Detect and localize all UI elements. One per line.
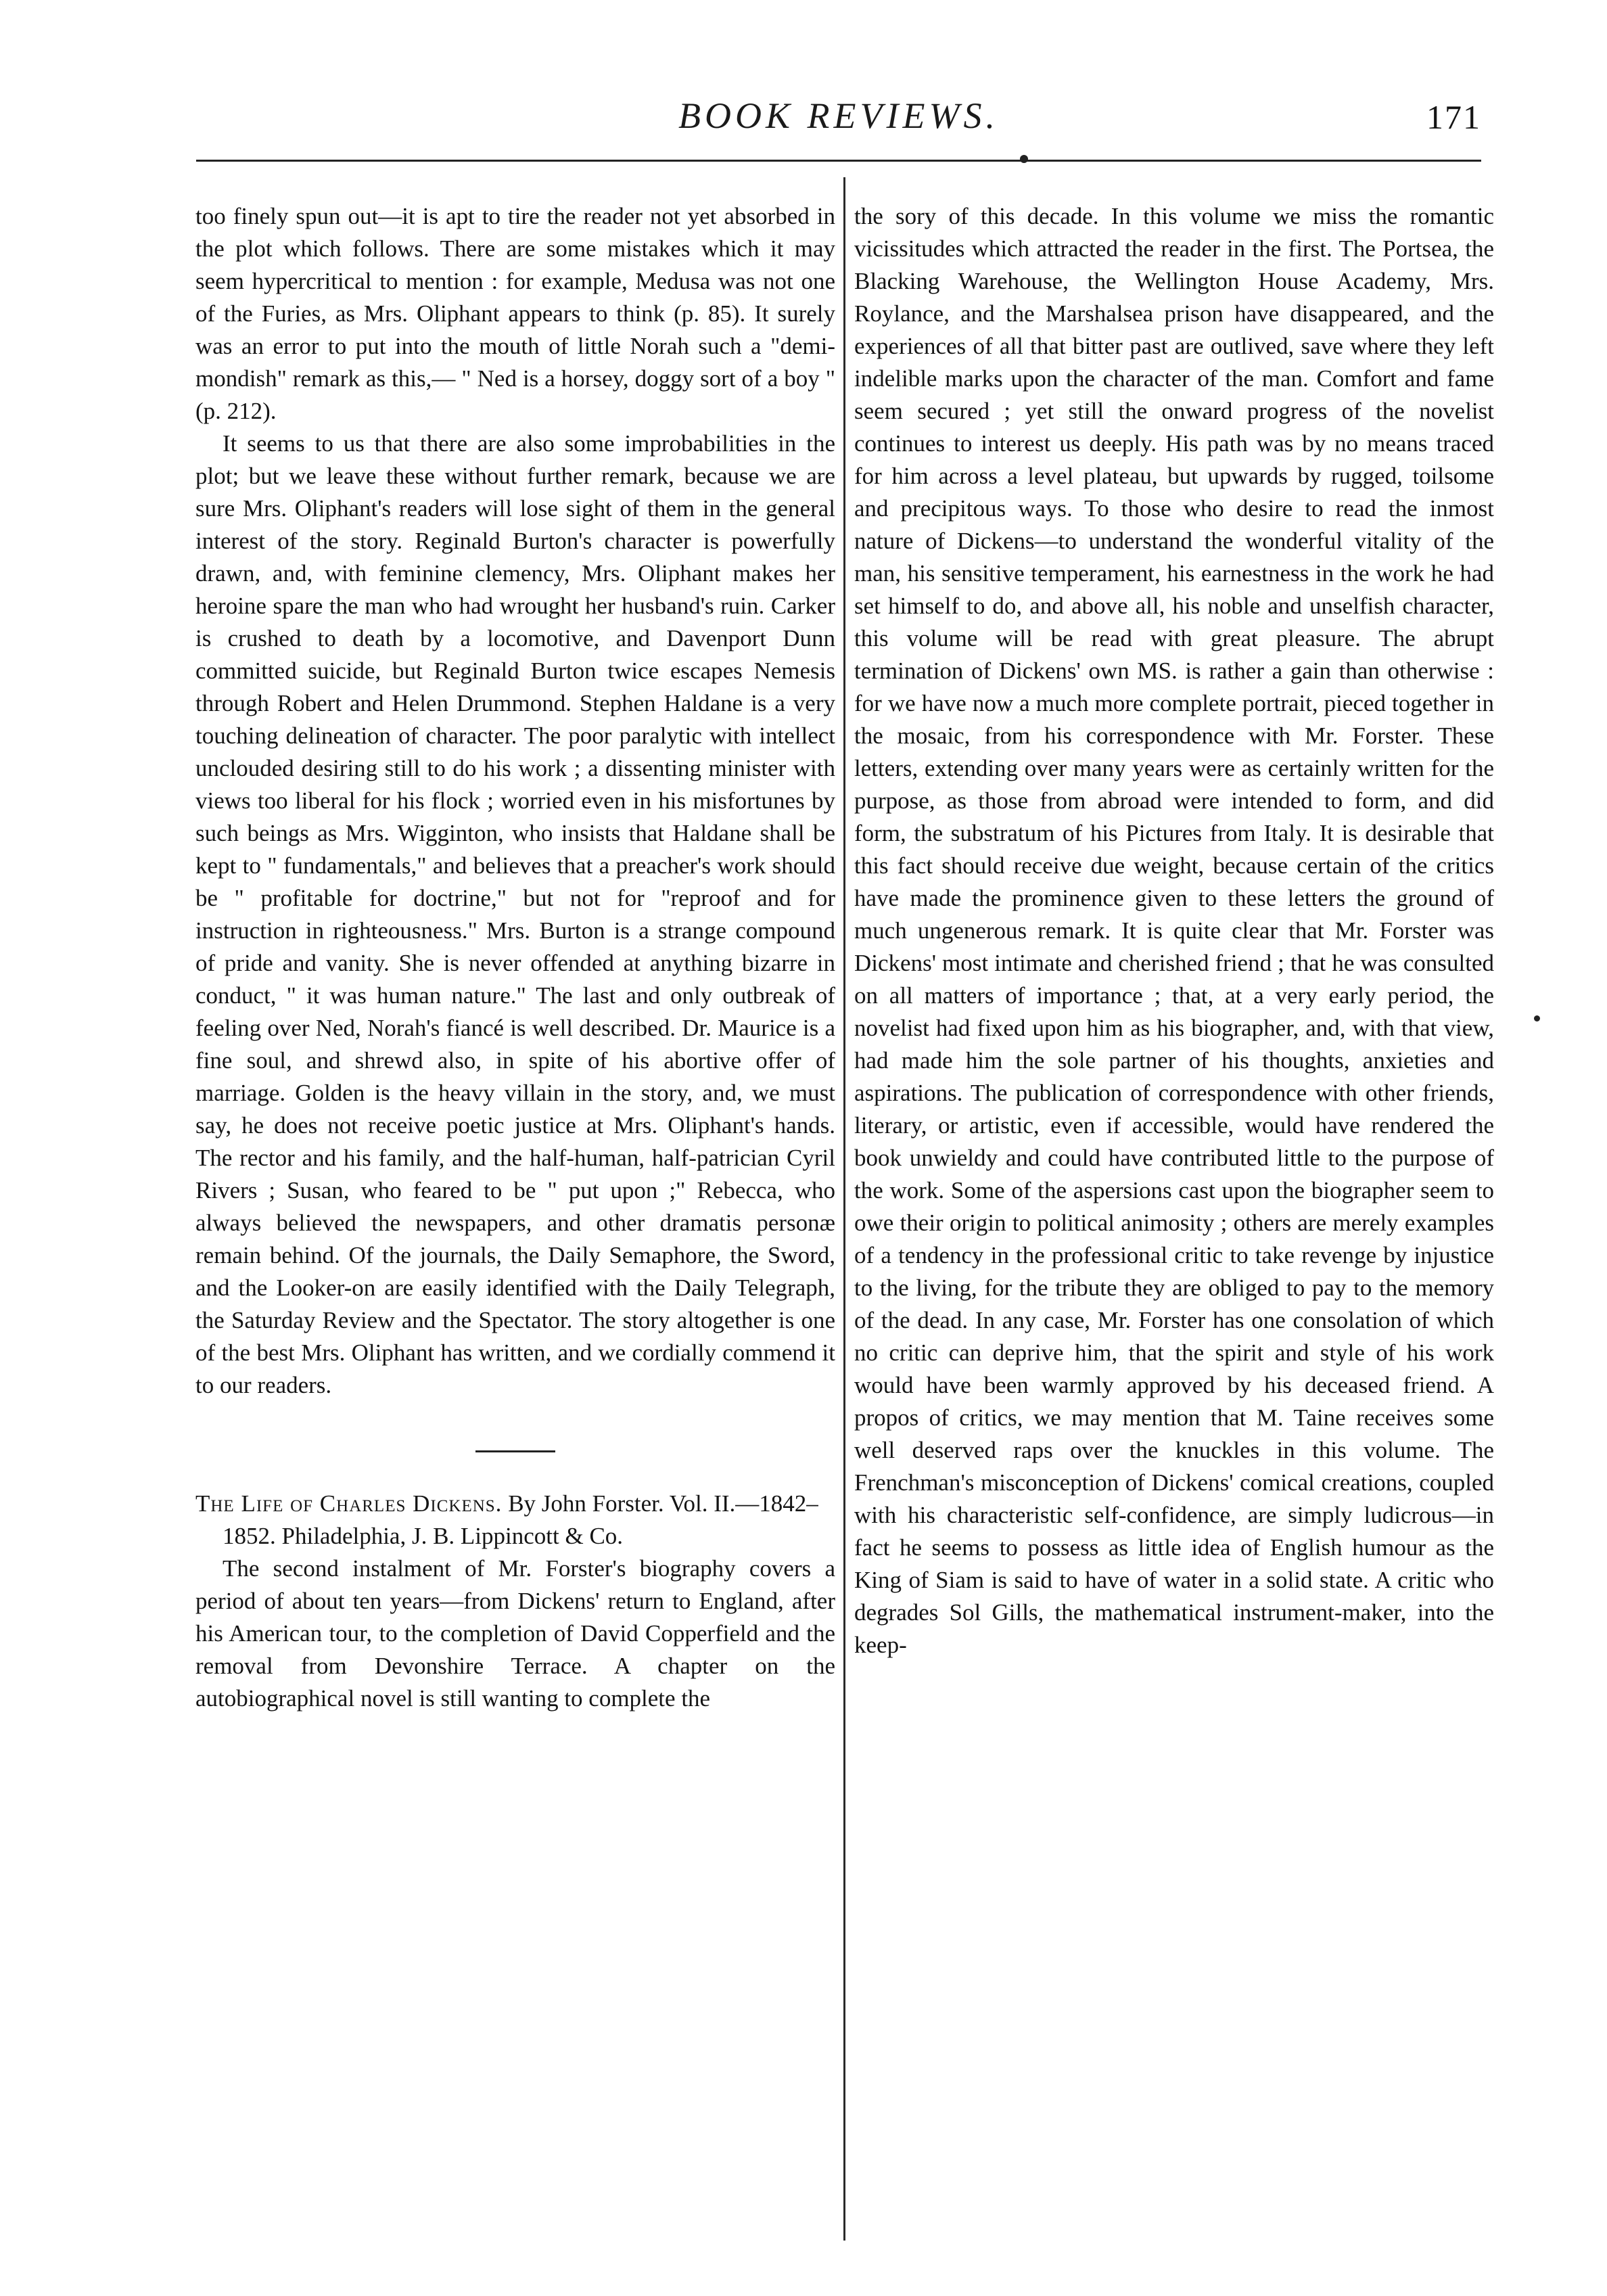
page-number: 171 xyxy=(1426,98,1481,136)
review-entry-citation: By John Forster. Vol. II.—1842–1852. Philadelphia, J. B. Lippincott & Co. xyxy=(223,1490,818,1549)
header-rule xyxy=(196,160,1481,162)
column-divider xyxy=(843,177,845,2241)
running-title: BOOK REVIEWS. xyxy=(678,95,999,136)
margin-mark xyxy=(1534,1015,1540,1021)
left-column xyxy=(195,200,835,1715)
running-head xyxy=(196,95,1481,149)
right-column xyxy=(854,200,1494,1661)
review-entry-title: The Life of Charles Dickens. xyxy=(195,1490,503,1517)
left-paragraph-2: It seems to us that there are also some improbabilities in the plot; but we leave these without further remark, because we are sure Mrs. Oliphant's readers will lose sight of them in the general interest of the story. Reginald Burton's character is powerfully drawn, and, with feminine clemency, Mrs. Oliphant makes her heroine spare the man who had wrought her husband's ruin. Carker is crushed to death by a locomotive, and Davenport Dunn committed suicide, but Reginald Burton twice escapes Nemesis through Robert and Helen Drummond. Stephen Haldane is a very touching delineation of character. The poor paralytic with intellect unclouded desiring still to do his work ; a dissenting minister with views too liberal for his flock ; worried even in his misfortunes by such beings as Mrs. Wigginton, who insists that Haldane shall be kept to " fundamentals," and believes that a preacher's work should be " profitable for doctrine," but not for "reproof and for instruction in righteousness." Mrs. Burton is a strange compound of pride and vanity. She is never offended at anything bizarre in conduct, " it was human nature." The last and only outbreak of feeling over Ned, Norah's fiancé is well described. Dr. Maurice is a fine soul, and shrewd also, in spite of his abortive offer of marriage. Golden is the heavy villain in the story, and, we must say, he does not receive poetic justice at Mrs. Oliphant's hands. The rector and his family, and the half-human, half-patrician Cyril Rivers ; Susan, who feared to be " put upon ;" Rebecca, who always believed the newspapers, and other dramatis personæ remain behind. Of the journals, the Daily Semaphore, the Sword, and the Looker-on are easily identified with the Daily Telegraph, the Saturday Review and the Spectator. The story altogether is one of the best Mrs. Oliphant has written, and we cordially commend it to our readers. xyxy=(195,430,835,1398)
right-paragraph-1: the sory of this decade. In this volume we miss the romantic vicissitudes which attracted the reader in the first. The Portsea, the Blacking Warehouse, the Wellington House Academy, Mrs. Roylance, and the Marshalsea prison have disappeared, and the experiences of all that bitter past are outlived, save where they left indelible marks upon the character of the man. Comfort and fame seem secured ; yet still the onward progress of the novelist continues to interest us deeply. His path was by no means traced for him across a level plateau, but upwards by rugged, toilsome and precipitous ways. To those who desire to read the inmost nature of Dickens—to understand the wonderful vitality of the man, his sensitive temperament, his earnestness in the work he had set himself to do, and above all, his noble and unselfish character, this volume will be read with great pleasure. The abrupt termination of Dickens' own MS. is rather a gain than otherwise : for we have now a much more complete portrait, pieced together in the mosaic, from his correspondence with Mr. Forster. These letters, extending over many years were as certainly written for the purpose, as those from abroad were intended to form, and did form, the substratum of his Pictures from Italy. It is desirable that this fact should receive due weight, because certain of the critics have made the prominence given to these letters the ground of much ungenerous remark. It is quite clear that Mr. Forster was Dickens' most intimate and cherished friend ; that he was consulted on all matters of importance ; that, at a very early period, the novelist had fixed upon him as his biographer, and, with that view, had made him the sole partner of his thoughts, anxieties and aspirations. The publication of correspondence with other friends, literary, or artistic, even if accessible, would have rendered the book unwieldy and could have contributed little to the purpose of the work. Some of the aspersions cast upon the biographer seem to owe their origin to political animosity ; others are merely examples of a tendency in the professional critic to take revenge by injustice to the living, for the tribute they are obliged to pay to the memory of the dead. In any case, Mr. Forster has one consolation of which no critic can deprive him, that the spirit and style of his work would have been warmly approved by his deceased friend. A propos of critics, we may mention that M. Taine receives some well deserved raps over the knuckles in this volume. The Frenchman's misconception of Dickens' comical creations, coupled with his characteristic self-confidence, are simply ludicrous—in fact he seems to possess as little idea of English humour as the King of Siam is said to have of water in a solid state. A critic who degrades Sol Gills, the mathematical instrument-maker, into the keep- xyxy=(854,203,1494,1658)
review-entry-heading xyxy=(195,1488,835,1553)
left-paragraph-1: too finely spun out—it is apt to tire the reader not yet absorbed in the plot which follows. There are some mistakes which it may seem hypercritical to mention : for example, Medusa was not one of the Furies, as Mrs. Oliphant appears to think (p. 85). It surely was an error to put into the mouth of little Norah such a "demi-mondish" remark as this,— " Ned is a horsey, doggy sort of a boy "(p. 212). xyxy=(195,203,835,424)
header-rule-dot xyxy=(1020,155,1028,163)
left-paragraph-3: The second instalment of Mr. Forster's biography covers a period of about ten years—from Dickens' return to England, after his American tour, to the completion of David Copperfield and the removal from Devonshire Terrace. A chapter on the autobiographical novel is still wanting to complete the xyxy=(195,1555,835,1712)
section-divider xyxy=(475,1450,555,1452)
